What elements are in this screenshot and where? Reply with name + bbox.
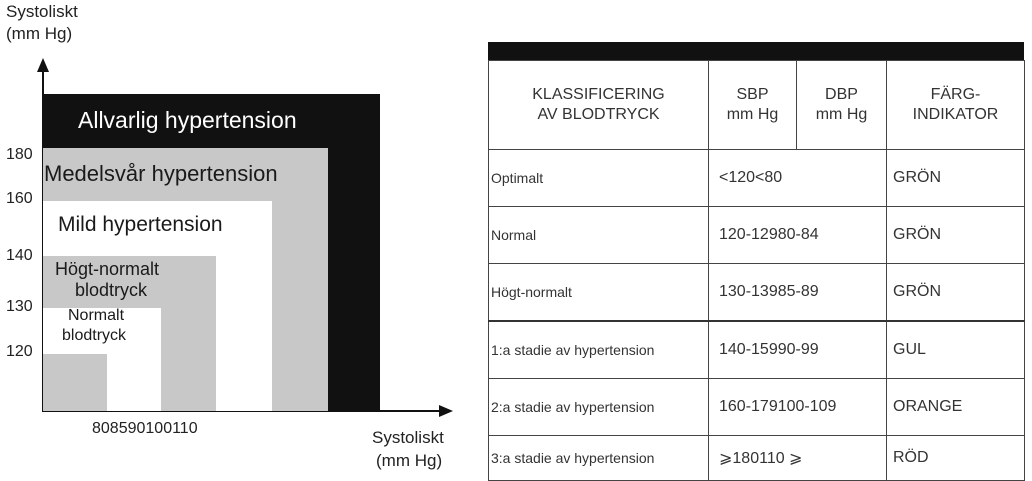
- y-tick: 140: [6, 247, 33, 264]
- header-dbp: DBP mm Hg: [797, 61, 887, 150]
- table-top-bar: [488, 42, 1024, 60]
- table-row: [489, 379, 1025, 436]
- y-tick: 160: [6, 190, 33, 207]
- cell-classification: Optimalt: [489, 150, 709, 207]
- cell-color: ORANGE: [887, 379, 1025, 436]
- x-ticks: 808590100110: [92, 420, 198, 437]
- zone-label-severe: Allvarlig hypertension: [78, 107, 297, 133]
- zone-label-normal-1: Normalt: [68, 307, 125, 324]
- table-header-row: [489, 61, 1025, 150]
- cell-classification: 3:a stadie av hypertension: [489, 436, 709, 481]
- cell-classification: 1:a stadie av hypertension: [489, 321, 709, 379]
- table-row: [489, 150, 1025, 207]
- x-axis-unit: (mm Hg): [376, 451, 443, 470]
- cell-color: GRÖN: [887, 207, 1025, 264]
- table-row: [489, 436, 1025, 481]
- x-axis-label: Systoliskt: [372, 428, 444, 447]
- y-tick: 180: [6, 146, 33, 163]
- cell-color: GRÖN: [887, 150, 1025, 207]
- zone-label-high-normal-2: blodtryck: [75, 280, 148, 300]
- y-axis-unit: (mm Hg): [6, 24, 73, 43]
- zone-optimal: [43, 354, 107, 411]
- table-row: [489, 207, 1025, 264]
- table-row: [489, 321, 1025, 379]
- zone-label-high-normal-1: Högt-normalt: [55, 259, 160, 279]
- header-classification: KLASSIFICERING AV BLODTRYCK: [489, 61, 709, 150]
- y-tick: 130: [6, 298, 33, 315]
- zone-label-mild: Mild hypertension: [58, 213, 223, 236]
- cell-color: GRÖN: [887, 264, 1025, 322]
- cell-classification: Högt-normalt: [489, 264, 709, 322]
- cell-values: <120<80: [709, 150, 887, 207]
- cell-values: ⩾180110 ⩾: [709, 436, 887, 481]
- cell-color: GUL: [887, 321, 1025, 379]
- cell-classification: Normal: [489, 207, 709, 264]
- header-color-indicator: FÄRG- INDIKATOR: [887, 61, 1025, 150]
- zone-label-normal-2: blodtryck: [62, 327, 127, 344]
- cell-values: 140-15990-99: [709, 321, 887, 379]
- cell-color: RÖD: [887, 436, 1025, 481]
- cell-classification: 2:a stadie av hypertension: [489, 379, 709, 436]
- classification-table: [488, 42, 1024, 481]
- cell-values: 160-179100-109: [709, 379, 887, 436]
- zone-label-moderate: Medelsvår hypertension: [44, 161, 278, 186]
- y-tick: 120: [6, 343, 33, 360]
- cell-values: 130-13985-89: [709, 264, 887, 322]
- y-axis-label: Systoliskt: [6, 2, 78, 21]
- table-row: [489, 264, 1025, 322]
- header-sbp: SBP mm Hg: [709, 61, 797, 150]
- cell-values: 120-12980-84: [709, 207, 887, 264]
